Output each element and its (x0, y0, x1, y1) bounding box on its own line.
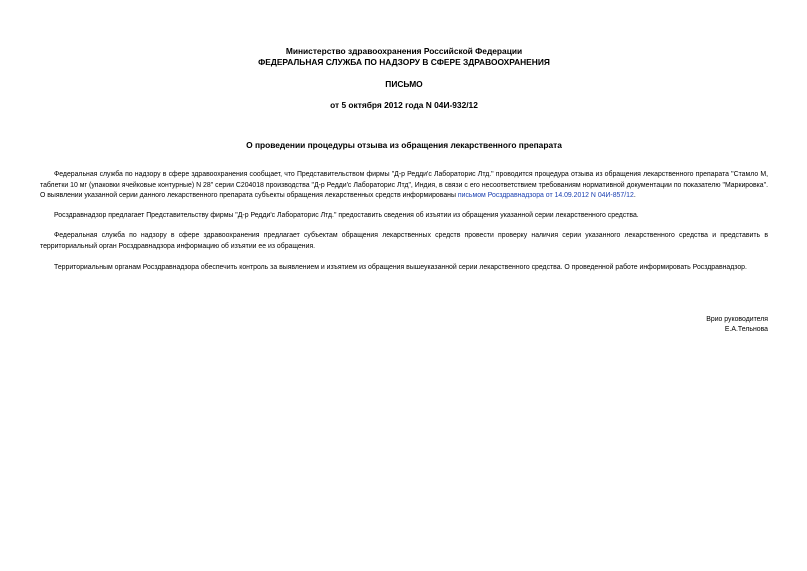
ministry-heading: Министерство здравоохранения Российской Федерации (285, 46, 523, 56)
paragraph-1 (40, 170, 768, 202)
signatory-position: Врио руководителя (706, 316, 768, 323)
document-date-number: от 5 октября 2012 года N 04И-932/12 (330, 100, 478, 110)
paragraph-2: Росздравнадзор предлагает Представительству фирмы "Д-р Редди'с Лабораторис Лтд." предоставить сведения об изъятии из обращения указанной серии лекарственного средства. (54, 212, 639, 219)
paragraph-1-end: . (633, 192, 636, 199)
signatory-name: Е.А.Тельнова (724, 326, 768, 333)
document-title: О проведении процедуры отзыва из обращения лекарственного препарата (246, 140, 562, 150)
reference-letter-link[interactable]: письмом Росздравнадзора от 14.09.2012 N 04И-857/12 (457, 192, 634, 199)
paragraph-4: Территориальным органам Росздравнадзора обеспечить контроль за выявлением и изъятием из обращения вышеуказанной серии лекарственного средства. О проведенной работе информировать Росздравнадзор. (54, 264, 747, 271)
paragraph-1-text: Федеральная служба по надзору в сфере здравоохранения сообщает, что Представительством фирмы "Д-р Редди'с Лабораторис Лтд." проводится процедура отзыва из обращения лекарственного препарата "Стамло М, таблетки 10 мг (упаковки ячейковые контурные) N 28" серии С204018 производства "Д-р Редди'с Лабораторис Лтд", Индия, в связи с его несоответствием требованиям нормативной документации по показателю "Маркировка". О выявлении указанной серии данного лекарственного препарата субъекты обращения лекарственных средств информированы (40, 171, 768, 199)
paragraph-3: Федеральная служба по надзору в сфере здравоохранения предлагает субъектам обращения лекарственных средств провести проверку наличия серии указанного лекарственного средства и представить в территориальный орган Росздравнадзора информацию об изъятии ее из обращения. (40, 232, 768, 250)
document-type: ПИСЬМО (385, 79, 423, 89)
service-heading: ФЕДЕРАЛЬНАЯ СЛУЖБА ПО НАДЗОРУ В СФЕРЕ ЗДРАВООХРАНЕНИЯ (258, 57, 550, 67)
document-page (40, 0, 768, 571)
